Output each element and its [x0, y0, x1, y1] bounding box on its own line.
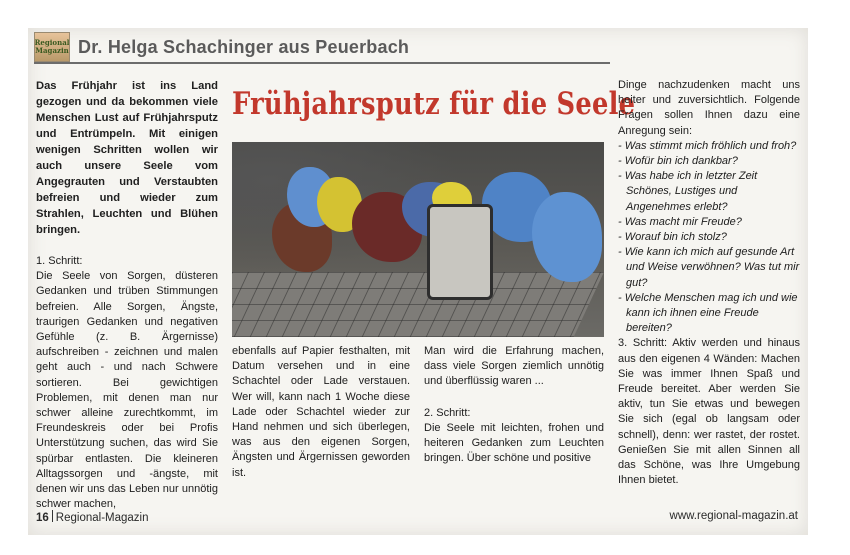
header-divider — [34, 62, 610, 64]
photo-bag-blue — [532, 192, 602, 282]
article-header — [34, 32, 610, 62]
footer-separator — [52, 510, 53, 522]
column-3 — [424, 344, 604, 466]
question-item: - Wie kann ich mich auf gesunde Art und Weise verwöhnen? Was tut mir gut? — [618, 246, 800, 289]
question-item: - Was habe ich in letzter Zeit Schönes, Lustiges und Angenehmes erlebt? — [618, 170, 758, 213]
photo-pavement — [232, 272, 604, 337]
magazine-name: Regional-Magazin — [55, 512, 149, 524]
regional-magazin-logo — [34, 32, 70, 62]
question-item: - Was macht mir Freude? — [618, 215, 742, 228]
author-name: Dr. Helga Schachinger aus Peuerbach — [78, 36, 410, 57]
intro-paragraph: Das Frühjahr ist ins Land gezogen und da bekommen viele Menschen Lust auf Frühjahrsputz und Entrümpeln. Mit einigen wenigen Schritten wollen wir auch unsere Seele vom Angegrauten und Verstaubten befreien und wieder zum Strahlen, Leuchten und Blühen bringen. — [36, 80, 218, 236]
step2-heading: 2. Schritt: — [424, 406, 471, 419]
step3-text: 3. Schritt: Aktiv werden und hinaus aus den eigenen 4 Wänden: Machen Sie was immer Ihnen Spaß und Freude bereitet. Aber werden Sie aktiv, tun Sie etwas und bewegen Sie sich (egal ob langsam oder schnell), denn: wer rastet, der rostet. Genießen Sie mit allen Sinnen all das Schöne, was Ihre Umgebung Ihnen bietet. — [618, 337, 800, 487]
logo-text-line2: Magazin — [35, 46, 69, 55]
column-1 — [36, 78, 218, 512]
column2-text: ebenfalls auf Papier festhalten, mit Datum versehen und in eine Schachtel oder Lade verstauen. Wer will, kann nach 1 Woche diese Lade oder Schachtel wieder zur Hand nehmen und sich überlegen, was aus den eigenen Sorgen, Ängsten und Ärgernissen geworden ist. — [232, 345, 410, 479]
step1-text: Die Seele von Sorgen, düsteren Gedanken und trüben Stimmungen befreien. Alle Sorgen, Ängste, traurigen Gedanken und negativen Gefühle (z. B. Ärgernisse) aufschreiben - zeichnen und malen geht auch - und nach Schwere sortieren. Bei gewichtigen Problemen, mit denen man nur schwer alleine zurechtkommt, im Freundeskreis oder bei Profis Unterstützung suchen, das wird Sie spürbar entlasten. Die kleineren Alltagssorgen und -ängste, mit denen wir uns das Leben nur unnötig schwer machen, — [36, 270, 218, 511]
article-title: Frühjahrsputz für die Seele — [232, 86, 636, 122]
photo-garbage-bags — [232, 142, 604, 337]
question-item: - Worauf bin ich stolz? — [618, 231, 727, 244]
question-item: - Wofür bin ich dankbar? — [618, 155, 738, 168]
column-4 — [618, 78, 800, 488]
column4-intro: Dinge nachzudenken macht uns heiter und zuversichtlich. Folgende Fragen sollen Ihnen dazu eine Anregung sein: — [618, 79, 800, 137]
magazine-url: www.regional-magazin.at — [669, 510, 798, 522]
column-2 — [232, 344, 410, 481]
logo-text-line1: Regional — [34, 38, 70, 47]
question-item: - Welche Menschen mag ich und wie kann ich ihnen eine Freude bereiten? — [618, 291, 798, 335]
column3-text: Man wird die Erfahrung machen, dass viele Sorgen ziemlich unnötig und überflüssig waren ... — [424, 345, 604, 388]
page-number: 16 — [36, 512, 49, 524]
step1-heading: 1. Schritt: — [36, 255, 83, 267]
question-item: - Was stimmt mich fröhlich und froh? — [618, 139, 797, 152]
page-footer — [36, 510, 149, 524]
photo-backpack — [427, 204, 493, 300]
step2-text: Die Seele mit leichten, frohen und heiteren Gedanken zum Leuchten bringen. Über schöne und positive — [424, 421, 604, 465]
